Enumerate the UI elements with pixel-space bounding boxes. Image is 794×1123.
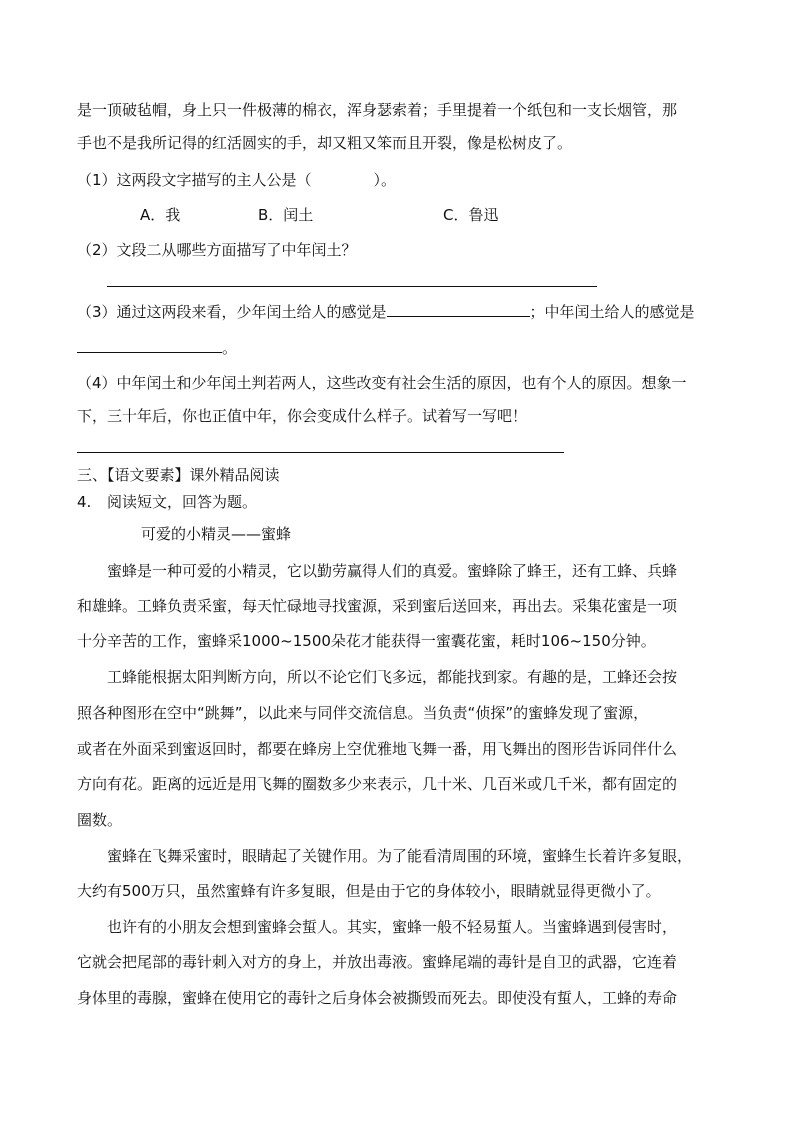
article-paragraph-line: 身体里的毒腺，蜜蜂在使用它的毒针之后身体会被撕毁而死去。即使没有蜇人，工蜂的寿命 [77, 989, 678, 1007]
passage-line: 手也不是我所记得的红活圆实的手，却又粗又笨而且开裂，像是松树皮了。 [77, 134, 573, 152]
question-1-suffix: ）。 [373, 171, 397, 189]
question-3 [77, 300, 695, 322]
question-1-prefix: （1）这两段文字描写的主人公是（ [77, 171, 312, 189]
article-paragraph-line: 蜜蜂在飞舞采蜜时，眼睛起了关键作用。为了能看清周围的环境，蜜蜂生长着许多复眼， [107, 847, 693, 865]
answer-line[interactable] [107, 286, 597, 287]
option-c[interactable]: C．鲁迅 [443, 206, 499, 224]
question-2: （2）文段二从哪些方面描写了中年闰土？ [77, 241, 357, 259]
question-4-line: （4）中年闰土和少年闰土判若两人，这些改变有社会生活的原因，也有个人的原因。想象一 [77, 374, 687, 392]
article-paragraph-line: 也许有的小朋友会想到蜜蜂会蜇人。其实，蜜蜂一般不轻易蜇人。当蜜蜂遇到侵害时， [107, 918, 678, 936]
question-4-line: 下，三十年后，你也正值中年，你会变成什么样子。试着写一写吧！ [77, 407, 528, 425]
question-1 [77, 170, 396, 190]
answer-blank[interactable] [387, 300, 530, 317]
article-paragraph-line: 圈数。 [77, 811, 123, 829]
section-heading: 三、【语文要素】课外精品阅读 [77, 466, 280, 484]
article-paragraph-line: 或者在外面采到蜜返回时，都要在蜂房上空优雅地飞舞一番，用飞舞出的图形告诉同伴什么 [77, 740, 678, 758]
article-title: 可爱的小精灵——蜜蜂 [141, 525, 292, 543]
question-instruction: 阅读短文，回答为题。 [107, 493, 258, 511]
article-paragraph-line: 工蜂能根据太阳判断方向，所以不论它们飞多远，都能找到家。有趣的是，工蜂还会按 [107, 668, 678, 686]
article-paragraph-line: 十分辛苦的工作，蜜蜂采1000~1500朵花才能获得一蜜囊花蜜，耗时106~150分钟。 [77, 632, 656, 650]
article-paragraph-line: 它就会把尾部的毒针刺入对方的身上，并放出毒液。蜜蜂尾端的毒针是自卫的武器，它连着 [77, 953, 678, 971]
question-3-part2: ；中年闰土给人的感觉是 [529, 303, 695, 321]
article-paragraph-line: 和雄蜂。工蜂负责采蜜，每天忙碌地寻找蜜源，采到蜜后送回来，再出去。采集花蜜是一项 [77, 597, 678, 615]
question-3-part1: （3）通过这两段来看，少年闰土给人的感觉是 [77, 303, 387, 321]
question-3-continued [77, 336, 237, 358]
article-paragraph-line: 大约有500万只，虽然蜜蜂有许多复眼，但是由于它的身体较小，眼睛就显得更微小了。 [77, 882, 661, 900]
answer-blank[interactable] [77, 336, 222, 353]
question-main [77, 492, 257, 512]
question-number: 4. [77, 493, 92, 511]
answer-line[interactable] [77, 452, 564, 453]
article-paragraph-line: 方向有花。距离的远近是用飞舞的圈数多少来表示，几十米、几百米或几千米，都有固定的 [77, 775, 678, 793]
passage-line: 是一顶破毡帽，身上只一件极薄的棉衣，浑身瑟索着；手里提着一个纸包和一支长烟管，那 [77, 101, 678, 119]
option-a[interactable]: A．我 [140, 206, 181, 224]
question-3-part3: 。 [222, 339, 238, 357]
article-paragraph-line: 照各种图形在空中“跳舞”，以此来与同伴交流信息。当负责“侦探”的蜜蜂发现了蜜源， [77, 704, 649, 722]
article-paragraph-line: 蜜蜂是一种可爱的小精灵，它以勤劳赢得人们的真爱。蜜蜂除了蜂王，还有工蜂、兵蜂 [107, 562, 678, 580]
option-b[interactable]: B．闰土 [258, 206, 314, 224]
